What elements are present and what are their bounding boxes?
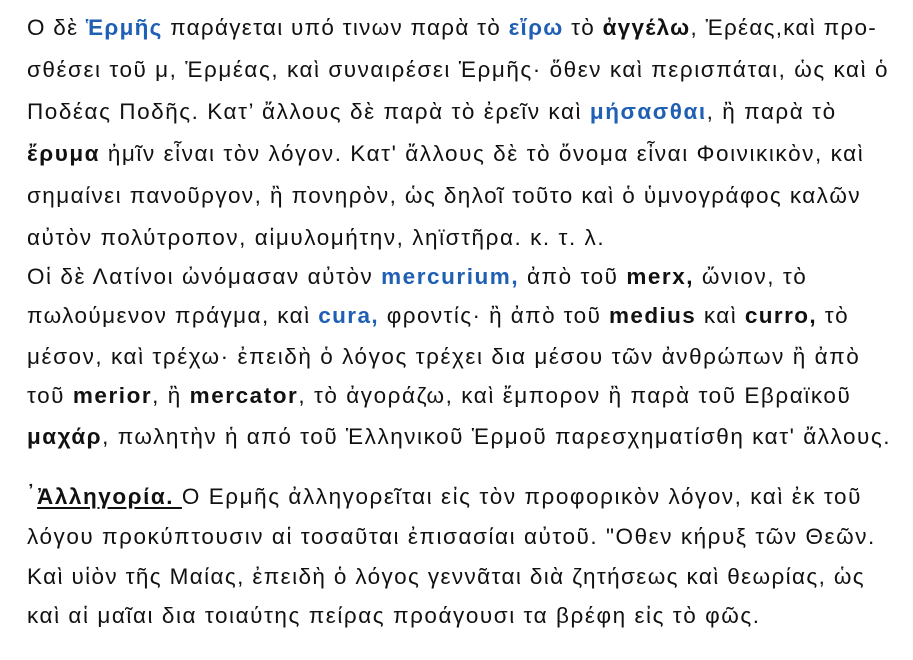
bold-term: mercator bbox=[189, 383, 299, 408]
paragraph1-line bbox=[27, 342, 860, 372]
text-run: , τὸ ἀγοράζω, καὶ ἔμπορον ἢ παρὰ τοῦ Εβραϊκοῦ bbox=[298, 383, 852, 408]
highlighted-term: cura, bbox=[318, 303, 380, 328]
highlighted-term: mercurium, bbox=[381, 264, 520, 289]
text-run: σημαίνει πανοῦργον, ἢ πονηρὸν, ὡς δηλοῖ τοῦτο καὶ ὁ ὑμνογράφος καλῶν bbox=[27, 183, 861, 208]
bold-term: merior bbox=[72, 383, 153, 408]
text-run: αὐτὸν πολύτροπον, αἱμυλομήτην, ληϊστῆρα. κ. τ. λ. bbox=[27, 225, 606, 250]
text-run: τὸ bbox=[817, 303, 849, 328]
text-run: , Ἐρέας,καὶ προ- bbox=[690, 15, 877, 40]
section-heading: Ἀλληγορία. bbox=[37, 484, 182, 509]
text-run: , ἢ παρὰ τὸ bbox=[706, 99, 837, 124]
text-run: Ο δὲ bbox=[27, 15, 86, 40]
bold-term: curro, bbox=[744, 303, 818, 328]
text-run: Ο Ερμῆς ἀλληγορεῖται εἰς τὸν προφορικὸν λόγον, καὶ ἐκ τοῦ bbox=[181, 484, 862, 509]
text-run: καὶ αἱ μαῖαι δια τοιαύτης πείρας προάγουσι τα βρέφη εἰς τὸ φῶς. bbox=[27, 603, 761, 628]
paragraph1-line bbox=[27, 97, 837, 127]
text-run: παράγεται υπό τινων παρὰ τὸ bbox=[162, 15, 509, 40]
paragraph1-line bbox=[27, 223, 605, 253]
paragraph1-line bbox=[27, 381, 851, 411]
text-run: , ἢ bbox=[152, 383, 190, 408]
paragraph1-line bbox=[27, 262, 807, 292]
paragraph1-line bbox=[27, 301, 849, 331]
paragraph1-line bbox=[27, 13, 877, 43]
bold-term: merx, bbox=[626, 264, 695, 289]
text-run: , πωλητὴν ἡ από τοῦ Ἑλληνικοῦ Ἑρμοῦ παρεσχηματίσθη κατ' ἄλλους. bbox=[102, 424, 891, 449]
text-run: λόγου προκύπτουσιν αἱ τοσαῦται ἐπισασίαι αὐτοῦ. "Οθεν κήρυξ τῶν Θεῶν. bbox=[27, 524, 876, 549]
text-run: Ποδέας Ποδῆς. Κατ’ ἄλλους δὲ παρὰ τὸ ἐρεῖν καὶ bbox=[27, 99, 590, 124]
text-run: σθέσει τοῦ μ, Ἑρμέας, καὶ συναιρέσει Ἑρμῆς· ὅθεν καὶ περισπάται, ὡς καὶ ὁ bbox=[27, 57, 889, 82]
bold-term: ἀγγέλω bbox=[602, 15, 691, 40]
text-run: πωλούμενον πράγμα, καὶ bbox=[27, 303, 319, 328]
paragraph1-line bbox=[27, 181, 861, 211]
text-run: μέσον, καὶ τρέχω· ἐπειδὴ ὁ λόγος τρέχει δια μέσου τῶν ἀνθρώπων ἢ ἀπὸ bbox=[27, 344, 861, 369]
highlighted-term: Ἑρμῆς bbox=[85, 15, 163, 40]
text-run: φροντίς· ἢ ἀπὸ τοῦ bbox=[379, 303, 609, 328]
text-run: ἀπὸ τοῦ bbox=[519, 264, 627, 289]
text-run: καὶ bbox=[696, 303, 745, 328]
text-run: Οἱ δὲ Λατίνοι ὠνόμασαν αὐτὸν bbox=[27, 264, 382, 289]
text-run: τοῦ bbox=[27, 383, 73, 408]
highlighted-term: εἴρω bbox=[508, 15, 564, 40]
paragraph1-line bbox=[27, 139, 864, 169]
paragraph2-line bbox=[27, 482, 862, 512]
highlighted-term: μήσασθαι bbox=[589, 99, 707, 124]
paragraph2-line bbox=[27, 522, 876, 552]
paragraph1-line bbox=[27, 55, 889, 85]
text-run: Καὶ υἱὸν τῆς Μαίας, ἐπειδὴ ὁ λόγος γεννᾶται διὰ ζητήσεως καὶ θεωρίας, ὡς bbox=[27, 564, 865, 589]
bold-term: μαχάρ bbox=[27, 424, 103, 449]
bold-term: ἔρυμα bbox=[27, 141, 101, 166]
paragraph2-line bbox=[27, 601, 761, 631]
breathing-mark: ᾿ bbox=[27, 480, 37, 505]
bold-term: medius bbox=[608, 303, 697, 328]
text-run: ὤνιον, τὸ bbox=[694, 264, 808, 289]
text-run: ἠμῖν εἶναι τὸν λόγον. Κατ' ἄλλους δὲ τὸ ὄνομα εἶναι Φοινικικὸν, καὶ bbox=[100, 141, 865, 166]
text-run: τὸ bbox=[563, 15, 603, 40]
paragraph1-line bbox=[27, 422, 891, 452]
paragraph2-line bbox=[27, 562, 865, 592]
